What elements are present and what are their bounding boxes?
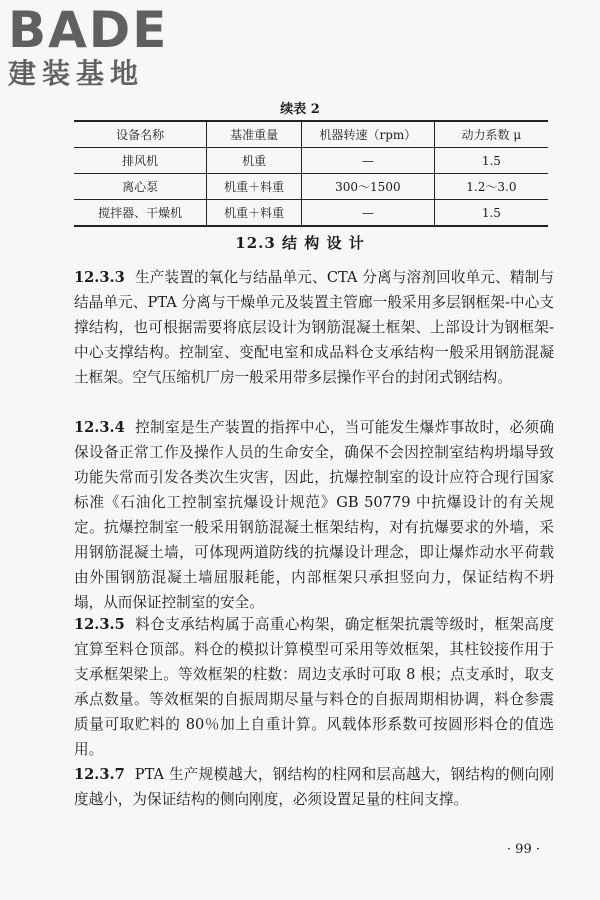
table-header-row xyxy=(74,121,548,148)
table-header-cell: 基准重量 xyxy=(207,121,302,148)
clause-text: 料仓支承结构属于高重心构架，确定框架抗震等级时，框架高度宜算至料仓顶部。料仓的模拟计算模型可采用等效框架，其柱铰接作用于支承框架梁上。等效框架的柱数：周边支承时可取 8 根；点支承时，取支承点数量。等效框架的自振周期尽量与料仓的自振周期相协调，料仓参震质量可取贮料的 80％加上自重计算。风载体形系数可按圆形料仓的值选用。 xyxy=(74,616,554,758)
table-row xyxy=(74,148,548,174)
section-title: 12.3 结 构 设 计 xyxy=(235,234,365,252)
clause-number: 12.3.3 xyxy=(74,269,125,286)
clause-text: 控制室是生产装置的指挥中心，当可能发生爆炸事故时，必须确保设备正常工作及操作人员的生命安全，确保不会因控制室结构坍塌导致功能失常而引发各类次生灾害，因此，抗爆控制室的设计应符合现行国家标准《石油化工控制室抗爆设计规范》GB 50779 中抗爆设计的有关规定。抗爆控制室一般采用钢筋混凝土框架结构，对有抗爆要求的外墙，采用钢筋混凝土墙，可体现两道防线的抗爆设计理念，即让爆炸动水平荷载由外围钢筋混凝土墙屈服耗能，内部框架只承担竖向力，保证结构不坍塌，从而保证控制室的安全。 xyxy=(74,419,554,611)
clause-text: PTA 生产规模越大，钢结构的柱网和层高越大，钢结构的侧向刚度越小，为保证结构的侧向刚度，必须设置足量的柱间支撑。 xyxy=(74,766,554,808)
logo-subtitle: 建装基地 xyxy=(8,57,145,90)
table-header-cell: 设备名称 xyxy=(74,121,207,148)
table-cell: 机重＋料重 xyxy=(207,174,302,200)
paragraph-12-3-5 xyxy=(74,612,554,762)
table-cell: 1.5 xyxy=(434,148,548,174)
table-cell: — xyxy=(302,200,435,227)
table-caption: 续表 2 xyxy=(280,102,320,117)
clause-number: 12.3.7 xyxy=(74,766,125,783)
table-cell: 机重 xyxy=(207,148,302,174)
table-cell: 1.5 xyxy=(434,200,548,227)
clause-number: 12.3.4 xyxy=(74,419,125,436)
paragraph-12-3-4 xyxy=(74,415,554,615)
table-cell: 排风机 xyxy=(74,148,207,174)
table-row xyxy=(74,174,548,200)
table-header-cell: 机器转速（rpm） xyxy=(302,121,435,148)
table-cell: — xyxy=(302,148,435,174)
table-cell: 300～1500 xyxy=(302,174,435,200)
paragraph-12-3-7 xyxy=(74,762,554,812)
table-cell: 搅拌器、干燥机 xyxy=(74,200,207,227)
clause-text: 生产装置的氧化与结晶单元、CTA 分离与溶剂回收单元、精制与结晶单元、PTA 分离与干燥单元及装置主管廊一般采用多层钢框架-中心支撑结构，也可根据需要将底层设计为钢筋混凝土框架、上部设计为钢框架-中心支撑结构。控制室、变配电室和成品料仓支承结构一般采用钢筋混凝土框架。空气压缩机厂房一般采用带多层操作平台的封闭式钢结构。 xyxy=(74,269,554,386)
bade-logo xyxy=(8,1,188,90)
clause-number: 12.3.5 xyxy=(74,616,125,633)
logo-wordmark: BADE xyxy=(8,1,169,59)
table-header-cell: 动力系数 μ xyxy=(434,121,548,148)
table-cell: 1.2～3.0 xyxy=(434,174,548,200)
page-number: · 99 · xyxy=(506,842,540,857)
table-cell: 离心泵 xyxy=(74,174,207,200)
paragraph-12-3-3 xyxy=(74,265,554,390)
table-row xyxy=(74,200,548,227)
table-cell: 机重＋料重 xyxy=(207,200,302,227)
equipment-table xyxy=(74,120,548,227)
